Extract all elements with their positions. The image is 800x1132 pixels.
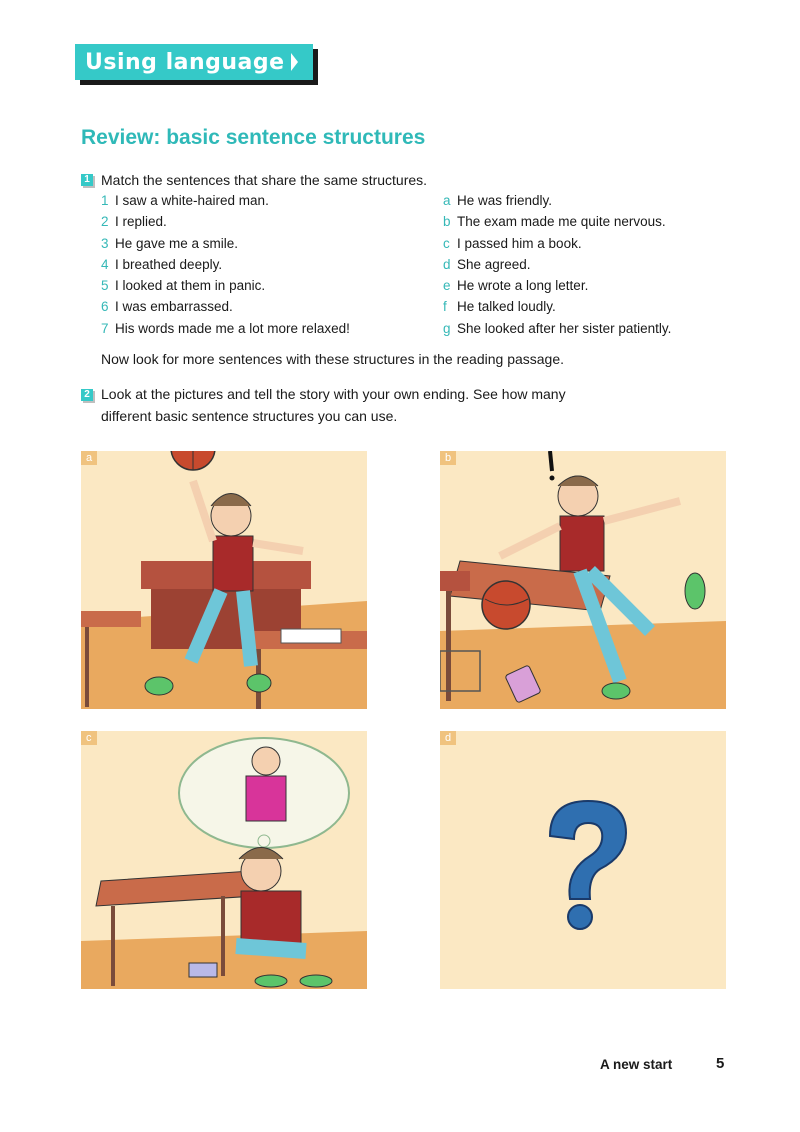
item-text: He talked loudly. bbox=[457, 299, 556, 315]
item-label: 7 bbox=[101, 320, 109, 336]
exercise-2-instruction bbox=[101, 383, 566, 427]
item-text: She agreed. bbox=[457, 256, 531, 272]
picture-panel-d bbox=[440, 731, 726, 989]
item-text: I passed him a book. bbox=[457, 235, 582, 251]
item-text: He wrote a long letter. bbox=[457, 278, 589, 294]
sentence-item bbox=[101, 254, 350, 275]
item-label: 2 bbox=[101, 214, 109, 230]
banner-face bbox=[75, 44, 313, 80]
item-text: I looked at them in panic. bbox=[115, 278, 266, 294]
instruction-line: Look at the pictures and tell the story with your own ending. See how many bbox=[101, 386, 566, 402]
item-label: g bbox=[443, 320, 451, 336]
item-text: He was friendly. bbox=[457, 193, 553, 208]
sentence-item bbox=[443, 318, 671, 339]
picture-panel-b bbox=[440, 451, 726, 709]
sentence-item bbox=[443, 296, 671, 317]
item-text: I saw a white-haired man. bbox=[115, 193, 269, 208]
picture-label: d bbox=[440, 731, 456, 745]
item-text: I was embarrassed. bbox=[115, 299, 233, 315]
page-number: 5 bbox=[716, 1055, 725, 1072]
item-label: 3 bbox=[101, 235, 109, 251]
section-banner bbox=[75, 44, 318, 84]
question-mark-icon bbox=[440, 731, 726, 989]
item-label: 5 bbox=[101, 278, 109, 294]
sentence-item bbox=[443, 190, 671, 211]
item-label: c bbox=[443, 235, 450, 251]
item-label: a bbox=[443, 193, 451, 208]
banner-pen-icon bbox=[290, 53, 299, 71]
sentence-item bbox=[101, 211, 350, 232]
item-text: The exam made me quite nervous. bbox=[457, 214, 666, 230]
picture-label: b bbox=[440, 451, 456, 465]
instruction-line: different basic sentence structures you can use. bbox=[101, 408, 398, 424]
picture-label: a bbox=[81, 451, 97, 465]
item-label: 6 bbox=[101, 299, 109, 315]
sentence-item bbox=[443, 211, 671, 232]
item-label: 1 bbox=[101, 193, 109, 208]
item-text: His words made me a lot more relaxed! bbox=[115, 320, 350, 336]
boy-worried-broken-device bbox=[81, 731, 367, 989]
item-label: 4 bbox=[101, 256, 109, 272]
sentence-item bbox=[101, 296, 350, 317]
exercise-1-instruction: Match the sentences that share the same structures. bbox=[101, 172, 428, 188]
boy-spinning-basketball bbox=[81, 451, 367, 709]
exercise-1-note: Now look for more sentences with these structures in the reading passage. bbox=[101, 351, 565, 367]
item-text: She looked after her sister patiently. bbox=[457, 320, 672, 336]
sentence-item bbox=[101, 233, 350, 254]
item-text: I replied. bbox=[115, 214, 167, 230]
item-label: d bbox=[443, 256, 451, 272]
picture-panel-a bbox=[81, 451, 367, 709]
sentence-item bbox=[443, 275, 671, 296]
exercise-number-badge: 2 bbox=[81, 389, 95, 403]
right-sentence-list bbox=[443, 190, 671, 339]
left-sentence-list bbox=[101, 190, 350, 339]
sentence-item bbox=[443, 233, 671, 254]
boy-knocks-desk bbox=[440, 451, 726, 709]
exercise-number-badge: 1 bbox=[81, 174, 95, 188]
item-text: He gave me a smile. bbox=[115, 235, 239, 251]
item-label: f bbox=[443, 299, 447, 315]
item-text: I breathed deeply. bbox=[115, 256, 223, 272]
banner-title: Using language bbox=[85, 49, 285, 75]
item-label: e bbox=[443, 278, 451, 294]
sentence-item bbox=[101, 275, 350, 296]
section-title: Review: basic sentence structures bbox=[81, 126, 426, 149]
picture-label: c bbox=[81, 731, 97, 745]
item-label: b bbox=[443, 214, 451, 230]
sentence-item bbox=[101, 318, 350, 339]
sentence-item bbox=[443, 254, 671, 275]
picture-panel-c bbox=[81, 731, 367, 989]
sentence-item bbox=[101, 190, 350, 211]
unit-title: A new start bbox=[600, 1057, 673, 1072]
